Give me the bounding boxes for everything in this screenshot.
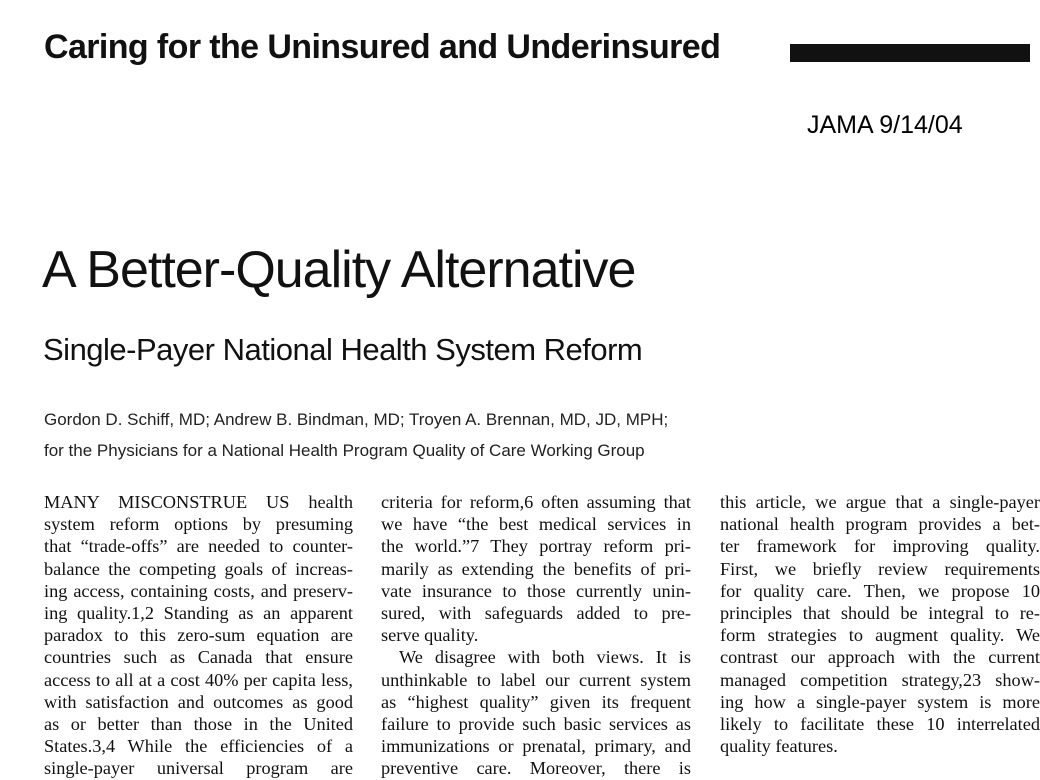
- author-list: [44, 404, 668, 466]
- authors-line-2: for the Physicians for a National Health Program Quality of Care Working Group: [44, 441, 645, 460]
- body-line: contrast our approach with the current: [720, 647, 1040, 668]
- body-line: paradox to this zero-sum equation are: [44, 625, 353, 646]
- body-line: marily as extending the benefits of pri-: [381, 558, 691, 579]
- journal-reference: JAMA 9/14/04: [807, 111, 963, 139]
- body-line: for quality care. Then, we propose 10: [720, 580, 1040, 601]
- article-title: A Better-Quality Alternative: [42, 241, 636, 299]
- body-line: system reform options by presuming: [44, 514, 353, 535]
- body-line: that “trade-offs” are needed to counter-: [44, 536, 353, 557]
- body-line: form strategies to augment quality. We: [720, 625, 1040, 646]
- section-title: Caring for the Uninsured and Underinsured: [44, 28, 721, 66]
- body-line: the world.”7 They portray reform pri-: [381, 536, 691, 557]
- body-line: vate insurance to those currently unin-: [381, 580, 691, 601]
- body-line: criteria for reform,6 often assuming that: [381, 492, 691, 512]
- body-line: We disagree with both views. It is: [399, 647, 691, 668]
- body-line: ing quality.1,2 Standing as an apparent: [44, 603, 353, 624]
- body-line: First, we briefly review requirements: [720, 558, 1040, 579]
- body-column-3: [720, 491, 1040, 757]
- body-column-1: [44, 491, 353, 780]
- body-column-2: [381, 491, 691, 780]
- body-line: national health program provides a bet-: [720, 514, 1040, 535]
- body-line: sured, with safeguards added to pre-: [381, 603, 691, 624]
- body-line: failure to provide such basic services as: [381, 714, 691, 735]
- body-line: we have “the best medical services in: [381, 514, 691, 535]
- body-line: single-payer universal program are: [44, 758, 353, 779]
- authors-line-1: Gordon D. Schiff, MD; Andrew B. Bindman, MD; Troyen A. Brennan, MD, JD, MPH;: [44, 410, 669, 429]
- body-line: ing access, containing costs, and preserv-: [44, 580, 353, 601]
- body-line: States.3,4 While the efficiencies of a: [44, 736, 353, 757]
- body-line: serve quality.: [381, 625, 479, 646]
- body-line: this article, we argue that a single-payer: [720, 492, 1040, 512]
- body-line: likely to facilitate these 10 interrelated: [720, 714, 1040, 735]
- body-line: quality features.: [720, 736, 838, 757]
- body-line: managed competition strategy,23 show-: [720, 669, 1040, 690]
- body-line: as “highest quality” given its frequent: [381, 691, 691, 712]
- body-line: as or better than those in the United: [44, 714, 353, 735]
- article-subtitle: Single-Payer National Health System Reform: [43, 332, 643, 367]
- body-line: ing how a single-payer system is more: [720, 691, 1040, 712]
- body-line: balance the competing goals of increas-: [44, 558, 353, 579]
- header-rule: [790, 44, 1030, 62]
- body-line: immunizations or prenatal, primary, and: [381, 736, 691, 757]
- body-line: MANY MISCONSTRUE US health: [44, 492, 353, 512]
- body-line: principles that should be integral to re-: [720, 603, 1040, 624]
- body-line: ter framework for improving quality.: [720, 536, 1040, 557]
- body-line: unthinkable to label our current system: [381, 669, 691, 690]
- body-line: preventive care. Moreover, there is: [381, 758, 691, 779]
- body-line: countries such as Canada that ensure: [44, 647, 353, 668]
- body-line: access to all at a cost 40% per capita less,: [44, 669, 353, 690]
- body-line: with satisfaction and outcomes as good: [44, 691, 353, 712]
